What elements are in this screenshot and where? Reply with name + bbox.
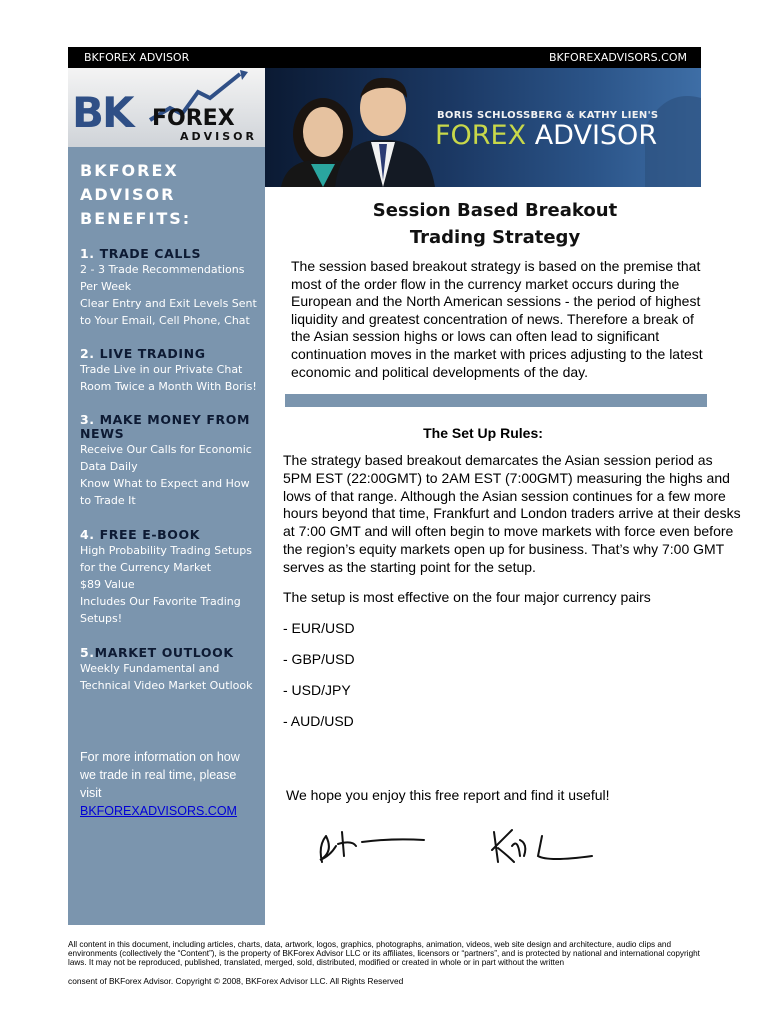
more-info-text: For more information on how we trade in real time, please visit BKFOREXADVISORS.COM — [80, 750, 240, 818]
benefit-heading: 2. LIVE TRADING — [80, 346, 206, 361]
copyright: consent of BKForex Advisor. Copyright © 2008, BKForex Advisor LLC. All Rights Reserved — [68, 976, 404, 986]
benefit-heading: 1. TRADE CALLS — [80, 246, 202, 261]
top-bar — [68, 47, 701, 68]
hero-advisor: ADVISOR — [534, 120, 658, 151]
benefit-live-trading: 2. LIVE TRADING Trade Live in our Private Chat Room Twice a Month With Boris! — [80, 347, 260, 395]
brand-name: BKFOREX ADVISOR — [84, 51, 190, 64]
website-link[interactable]: BKFOREXADVISORS.COM — [80, 804, 237, 818]
legal-notice: All content in this document, including articles, charts, data, artwork, logos, graphics, photographs, animation, videos, web site design and architecture, audio clips and environments (collectively the “Content”), is the property of BKForex Advisor LLC or its affiliates, licensors or “partners”, and is protected by national and international copyright laws. It may not be reproduced, published, translated, merged, sold, distributed, modified or created in whole or in part without the written — [68, 940, 700, 967]
hero-banner — [265, 68, 701, 187]
signature-kathy — [488, 826, 598, 868]
hero-forex: FOREX — [435, 120, 527, 151]
currency-pair: - AUD/USD — [283, 713, 354, 729]
benefit-heading: 3. MAKE MONEY FROM — [80, 412, 250, 427]
setup-rules-paragraph: The strategy based breakout demarcates the Asian session period as 5PM EST (22:00GMT) to 2AM EST (7:00GMT) measuring the highs and lows of that range. Although the Asian session continues for a few more hours beyond that time, Frankfurt and London traders arrive at their desks at 7:00 GMT and will often begin to move markets with force even before the region’s equity markets open up for business. That’s why 7:00 GMT serves as the starting point for the setup. — [283, 452, 741, 575]
benefit-free-ebook: 4. FREE E-BOOK High Probability Trading Setups for the Currency Market $89 Value Includes Our Favorite Trading Setups! — [80, 528, 260, 627]
currency-pair: - GBP/USD — [283, 651, 355, 667]
intro-paragraph: The session based breakout strategy is based on the premise that most of the order flow in the currency market occurs during the European and the North American sessions - the period of highest liquidity and greatest concentration of news. Therefore a break of the Asian session highs or lows can often lead to significant continuation moves in the market with prices adjusting to the latest economic and political developments of the day. — [291, 258, 703, 380]
page-title: Session Based Breakout Trading Strategy — [372, 200, 618, 248]
logo-bk: BK — [72, 88, 133, 137]
bkforex-logo — [68, 68, 265, 147]
section-divider — [285, 394, 707, 407]
benefit-heading: 5.MARKET OUTLOOK — [80, 645, 234, 660]
logo-forex: FOREX — [152, 106, 235, 131]
pairs-intro: The setup is most effective on the four major currency pairs — [283, 589, 651, 605]
benefit-heading: 4. FREE E-BOOK — [80, 527, 200, 542]
sidebar-title: BKFOREX ADVISOR BENEFITS: — [80, 161, 192, 228]
benefits-sidebar — [68, 147, 265, 925]
signature-boris — [312, 826, 430, 868]
currency-pair: - EUR/USD — [283, 620, 355, 636]
hero-title — [435, 120, 657, 152]
closing-text: We hope you enjoy this free report and find it useful! — [286, 787, 610, 803]
currency-pair: - USD/JPY — [283, 682, 351, 698]
website-url: BKFOREXADVISORS.COM — [548, 51, 687, 64]
hero-names: BORIS SCHLOSSBERG & KATHY LIEN'S — [437, 110, 659, 121]
benefit-make-money-news: 3. MAKE MONEY FROM NEWS Receive Our Calls for Economic Data Daily Know What to Expect and How to Trade It — [80, 413, 260, 509]
benefit-trade-calls: 1. TRADE CALLS 2 - 3 Trade Recommendations Per Week Clear Entry and Exit Levels Sent to Your Email, Cell Phone, Chat — [80, 247, 260, 329]
setup-rules-heading: The Set Up Rules: — [423, 425, 543, 441]
logo-advisor: ADVISOR — [180, 130, 257, 143]
benefit-market-outlook: 5.MARKET OUTLOOK Weekly Fundamental and Technical Video Market Outlook — [80, 646, 260, 694]
